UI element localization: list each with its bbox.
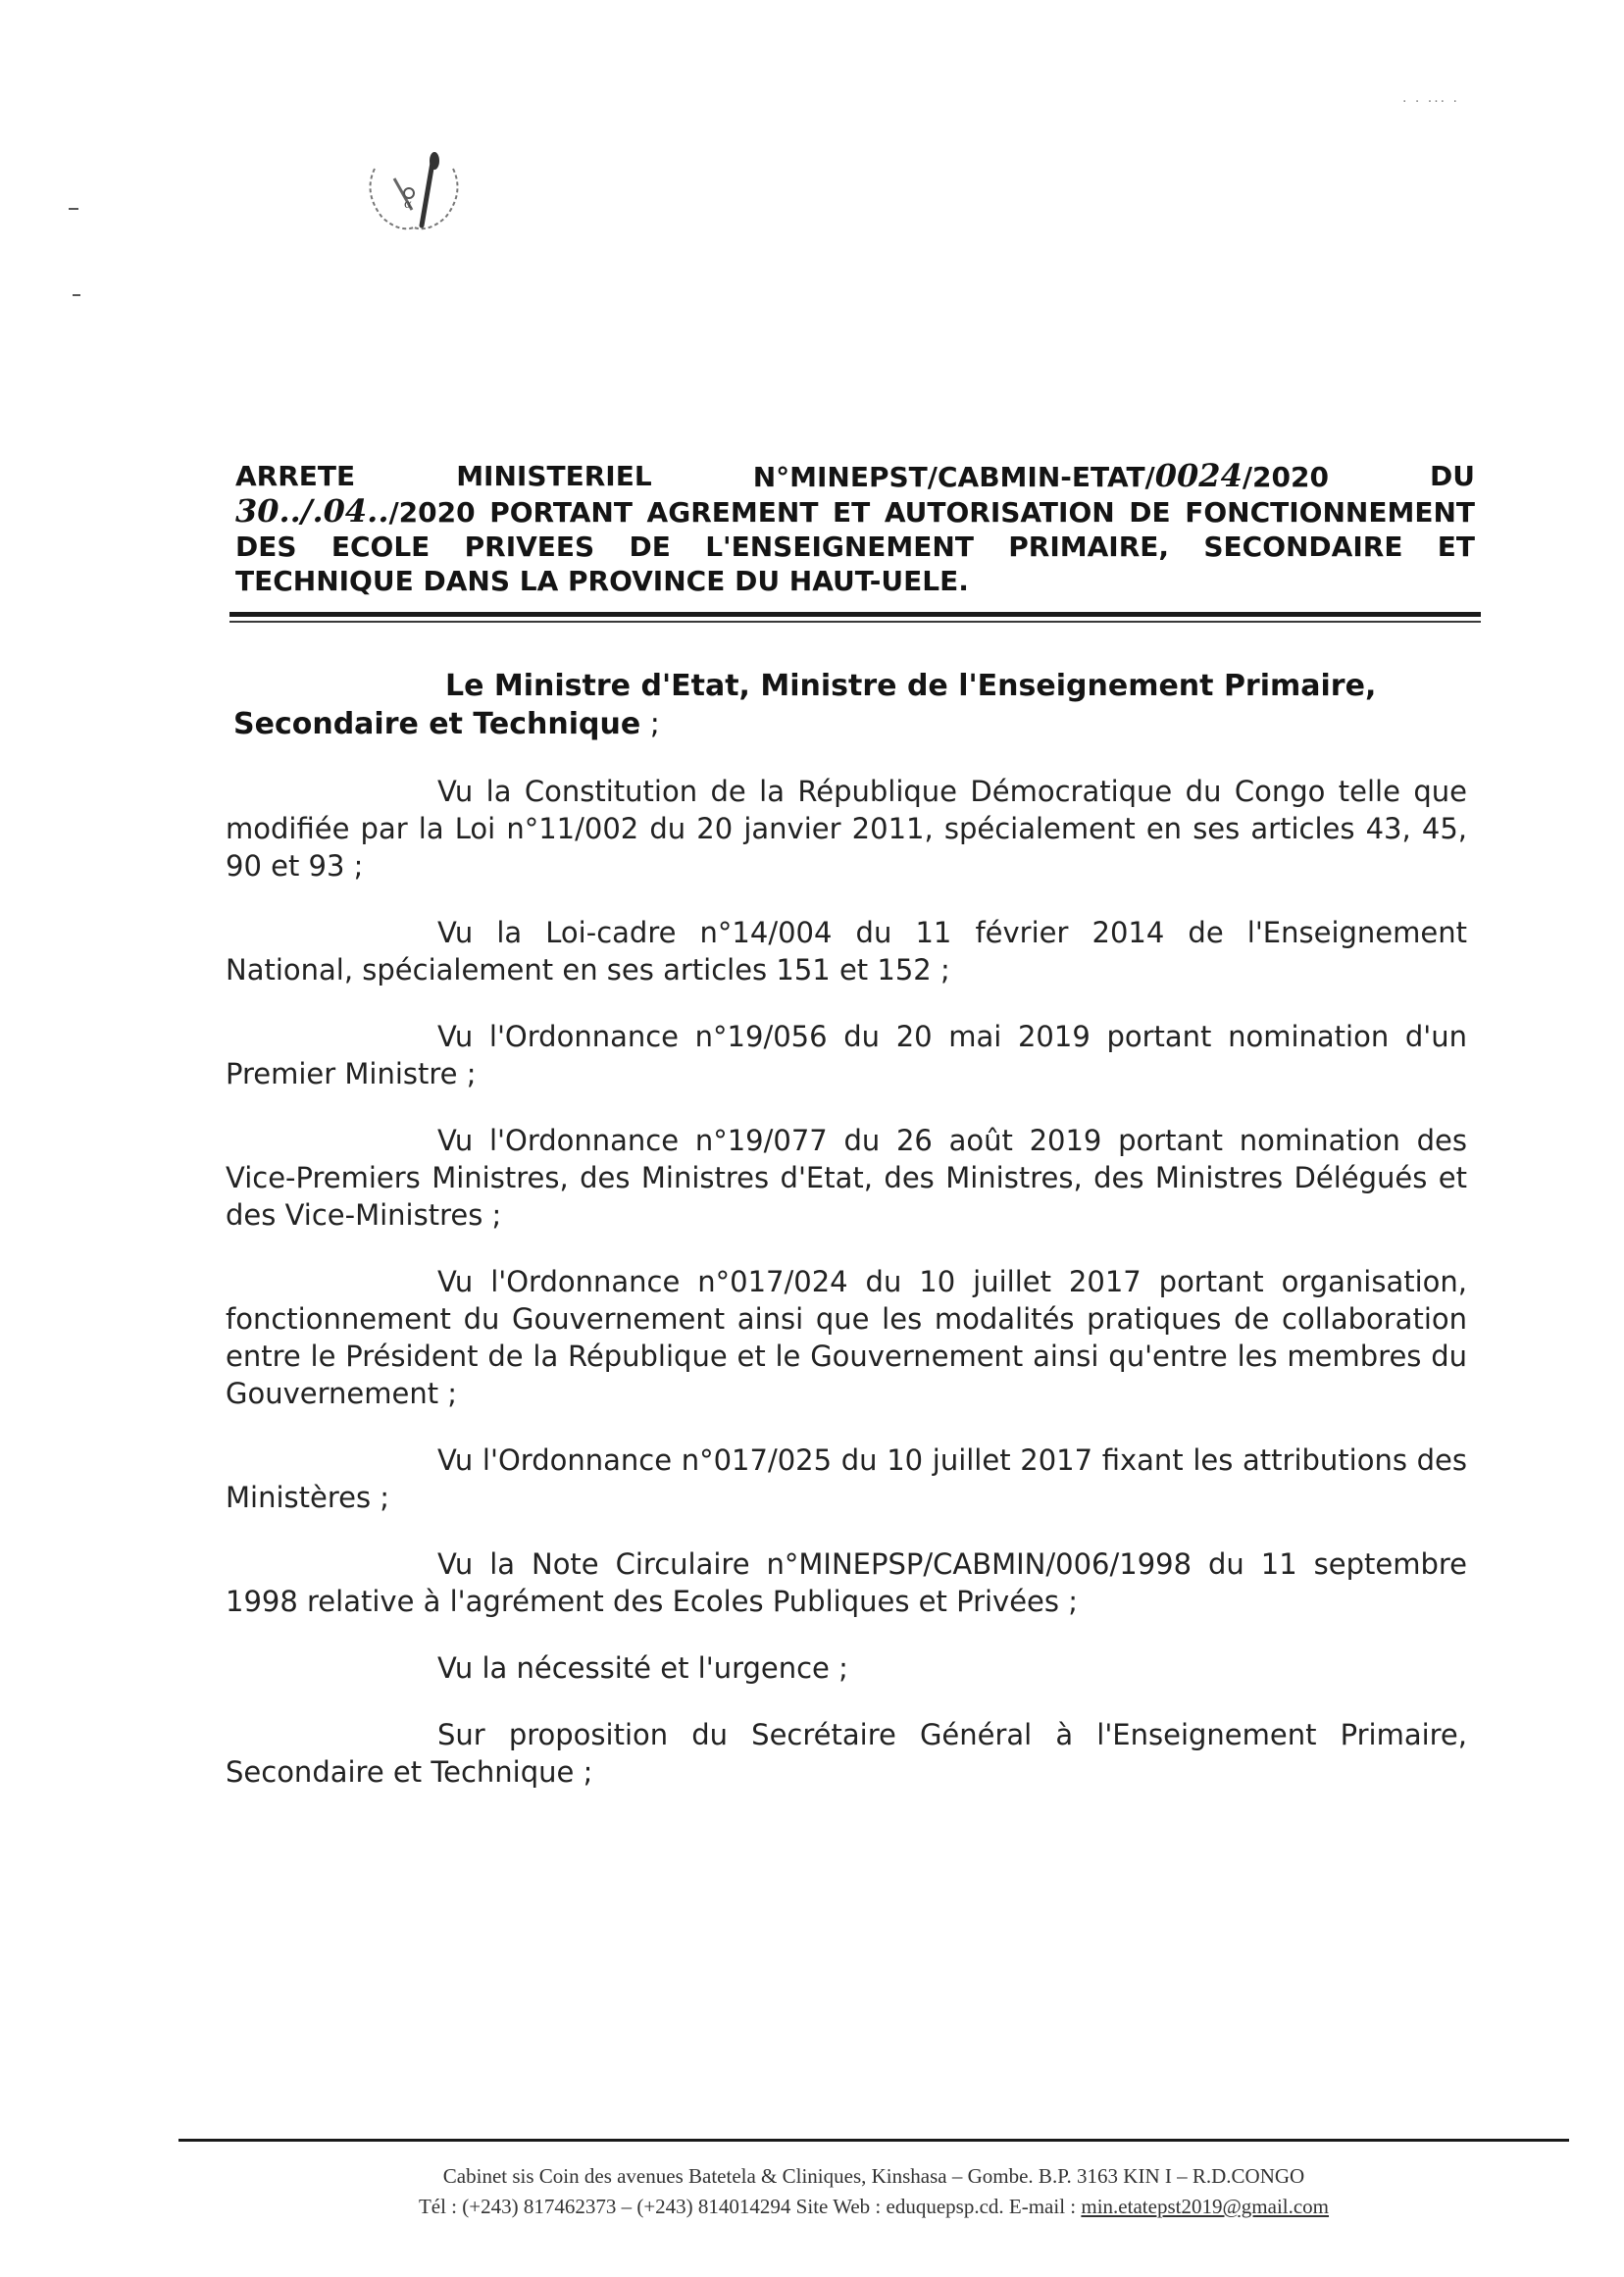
- preamble-paragraph: Vu la Loi-cadre n°14/004 du 11 février 2014 de l'Enseignement National, spécialement en ses articles 151 et 152 ;: [226, 916, 1467, 987]
- decree-title: [235, 459, 1475, 598]
- preamble-body: [226, 773, 1467, 1820]
- title-first-line: [235, 459, 1475, 494]
- preamble-paragraph: Vu la Constitution de la République Démocratique du Congo telle que modifiée par la Loi n°11/002 du 20 janvier 2011, spécialement en ses articles 43, 45, 90 et 93 ;: [226, 775, 1467, 883]
- corner-scan-mark: · · ··· ·: [1401, 94, 1459, 110]
- minister-line-1: Le Ministre d'Etat, Ministre de l'Enseignement Primaire,: [445, 669, 1377, 703]
- title-word: DU: [1430, 460, 1475, 492]
- footer-address: [178, 2161, 1569, 2222]
- footer-rule: [178, 2139, 1569, 2142]
- handwritten-number: 0024: [1154, 457, 1243, 494]
- title-remainder: 30../.04../2020 PORTANT AGREMENT ET AUTORISATION DE FONCTIONNEMENT DES ECOLE PRIVEES DE L'ENSEIGNEMENT PRIMAIRE, SECONDAIRE ET TECHNIQUE DANS LA PROVINCE DU HAUT-UELE.: [235, 492, 1475, 597]
- scan-speck: [69, 208, 78, 210]
- preamble-paragraph: Vu l'Ordonnance n°19/077 du 26 août 2019 portant nomination des Vice-Premiers Ministres, des Ministres d'Etat, des Ministres, des Ministres Délégués et des Vice-Ministres ;: [226, 1124, 1467, 1232]
- title-word: MINISTERIEL: [456, 460, 652, 492]
- title-word: ARRETE: [235, 460, 356, 492]
- svg-text:α: α: [404, 197, 413, 211]
- minister-line-2: Secondaire et Technique ;: [233, 707, 660, 741]
- footer-line-1: Cabinet sis Coin des avenues Batetela & Cliniques, Kinshasa – Gombe. B.P. 3163 KIN I – R.D.CONGO: [442, 2164, 1305, 2188]
- decree-number: N°MINEPST/CABMIN-ETAT/0024/2020: [752, 457, 1329, 494]
- preamble-paragraph: Sur proposition du Secrétaire Général à l'Enseignement Primaire, Secondaire et Technique ;: [226, 1718, 1467, 1789]
- footer-line-2: Tél : (+243) 817462373 – (+243) 814014294 Site Web : eduquepsp.cd. E-mail : min.etatepst2019@gmail.com: [418, 2195, 1330, 2218]
- minister-heading: [233, 667, 1471, 743]
- email-link[interactable]: min.etatepst2019@gmail.com: [1081, 2195, 1330, 2218]
- scan-speck: [73, 294, 80, 296]
- preamble-paragraph: Vu la Note Circulaire n°MINEPSP/CABMIN/006/1998 du 11 septembre 1998 relative à l'agrément des Ecoles Publiques et Privées ;: [226, 1547, 1467, 1618]
- preamble-paragraph: Vu l'Ordonnance n°19/056 du 20 mai 2019 portant nomination d'un Premier Ministre ;: [226, 1020, 1467, 1090]
- handwritten-date: 30../.04..: [235, 492, 389, 530]
- title-rule-thin: [229, 621, 1481, 623]
- preamble-paragraph: Vu l'Ordonnance n°017/025 du 10 juillet 2017 fixant les attributions des Ministères ;: [226, 1443, 1467, 1514]
- preamble-paragraph: Vu la nécessité et l'urgence ;: [437, 1651, 848, 1685]
- preamble-paragraph: Vu l'Ordonnance n°017/024 du 10 juillet 2017 portant organisation, fonctionnement du Gouvernement ainsi que les modalités pratiques de collaboration entre le Président de la République et le Gouvernement ainsi qu'entre les membres du Gouvernement ;: [226, 1265, 1467, 1410]
- title-rule-thick: [229, 612, 1481, 617]
- coat-of-arms-emblem-icon: [355, 149, 473, 247]
